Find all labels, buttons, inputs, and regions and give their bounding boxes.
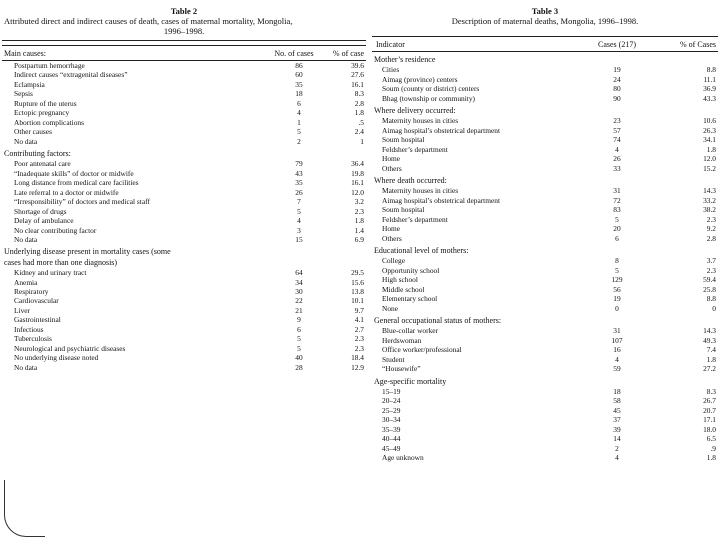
table-3-body [372,52,718,463]
row-label: Late referral to a doctor or midwife [14,187,119,197]
row-cases: 7 [297,197,301,207]
table-row [2,108,366,117]
row-cases: 5 [615,214,619,224]
row-cases: 64 [295,268,303,278]
table-row [372,84,718,93]
row-percent: 12.9 [351,362,364,372]
row-cases: 30 [295,286,303,296]
row-cases: 6 [297,324,301,334]
row-cases: 20 [613,224,621,234]
column-header-percent: % of Cases [680,40,716,49]
row-percent: .9 [710,443,716,453]
row-cases: 129 [611,275,623,285]
table-row [2,315,366,324]
table-row [372,304,718,313]
row-cases: 6 [615,233,619,243]
row-label: No underlying disease noted [14,353,99,363]
row-label: No data [14,362,38,372]
table-row [2,80,366,89]
table-row [372,234,718,243]
row-label: Ectopic pregnancy [14,108,70,118]
row-percent: 12.0 [351,187,364,197]
column-header-cases: Cases (217) [598,40,636,49]
row-percent: 14.3 [703,326,716,336]
row-cases: 5 [297,127,301,137]
table-row [2,226,366,235]
table-row [2,207,366,216]
row-label: Blue-collar worker [382,326,439,336]
row-percent: 38.2 [703,205,716,215]
table-row [372,415,718,424]
row-percent: 17.1 [703,415,716,425]
row-cases: 28 [295,362,303,372]
row-label: Home [382,224,401,234]
table-row [2,334,366,343]
row-label: No data [14,235,38,244]
row-label: Postpartum hemorrhage [14,61,85,70]
table-row [372,224,718,233]
row-cases: 31 [613,186,621,196]
row-label: Maternity houses in cities [382,186,459,196]
row-label: Bhag (township or community) [382,93,475,103]
table-row [372,196,718,205]
row-percent: 13.8 [351,286,364,296]
row-label: Opportunity school [382,265,440,275]
table-row [372,444,718,453]
table-row [2,278,366,287]
row-percent: 8.3 [706,387,716,397]
row-percent: 2.3 [706,214,716,224]
row-percent: 2.8 [706,233,716,243]
table-row [2,159,366,168]
row-cases: 4 [297,108,301,118]
row-label: “Irresponsibility” of doctors and medical staff [14,197,150,207]
row-percent: .5 [358,117,364,127]
row-percent: 10.6 [703,116,716,126]
table-2 [2,0,366,540]
row-label: Soum (county or district) centers [382,84,480,94]
row-label: Eclampsia [14,79,45,89]
row-cases: 5 [297,206,301,216]
row-cases: 39 [613,424,621,434]
row-cases: 2 [615,443,619,453]
row-percent: 18.4 [351,353,364,363]
row-label: 40–44 [382,434,401,444]
table-row [372,145,718,154]
row-cases: 18 [613,387,621,397]
row-percent: 18.0 [703,424,716,434]
row-percent: 3.2 [354,197,364,207]
table-row [372,326,718,335]
row-cases: 2 [297,136,301,146]
row-percent: 20.7 [703,405,716,415]
table-row [2,118,366,127]
table-row [2,61,366,70]
section-heading: Educational level of mothers: [374,246,469,256]
row-cases: 14 [613,434,621,444]
row-label: Home [382,154,401,164]
row-cases: 4 [615,453,619,463]
row-label: College [382,256,405,266]
section-heading: Where death occurred: [374,176,447,186]
row-label: Aimag (province) centers [382,74,458,84]
row-cases: 24 [613,74,621,84]
row-label: Elementary school [382,294,438,304]
row-percent: 1.8 [706,354,716,364]
row-cases: 23 [613,116,621,126]
row-percent: 7.4 [706,345,716,355]
row-label: “Housewife” [382,364,421,374]
row-label: Age unknown [382,453,424,463]
row-percent: 1.8 [354,108,364,118]
row-percent: 3.7 [706,256,716,266]
table-row [372,345,718,354]
table-2-title-line2: 1996–1998. [163,26,205,36]
row-percent: 1.8 [706,453,716,463]
row-percent: 14.3 [703,186,716,196]
row-cases: 31 [613,326,621,336]
row-percent: 12.0 [703,154,716,164]
table-3 [372,0,718,540]
row-cases: 4 [615,354,619,364]
table-row [372,364,718,373]
row-label: Feldsher’s department [382,214,448,224]
row-percent: 2.4 [354,127,364,137]
row-label: Cardiovascular [14,296,59,306]
table-row [372,65,718,74]
table-3-header [372,37,718,51]
table-row [2,344,366,353]
table-row [372,294,718,303]
table-3-number: Table 3 [531,6,559,16]
row-percent: 27.6 [351,70,364,80]
row-percent: 1.8 [706,144,716,154]
row-percent: 1.8 [354,216,364,226]
table-row [372,275,718,284]
table-row [2,353,366,362]
row-cases: 16 [613,345,621,355]
row-label: Maternity houses in cities [382,116,459,126]
row-cases: 15 [295,235,303,244]
row-percent: 8.3 [354,89,364,99]
row-percent: 6.5 [706,434,716,444]
table-row [2,89,366,98]
row-percent: 9.7 [354,305,364,315]
table-row [372,336,718,345]
table-row [372,266,718,275]
row-percent: 16.1 [351,79,364,89]
row-label: Poor antenatal care [14,159,71,169]
row-label: Other causes [14,127,52,137]
row-percent: 25.8 [703,284,716,294]
row-cases: 0 [615,303,619,313]
column-header-label: Main causes: [4,49,46,58]
row-percent: 27.2 [703,364,716,374]
row-cases: 26 [613,154,621,164]
row-cases: 9 [297,315,301,325]
row-cases: 6 [297,98,301,108]
column-header-indicator: Indicator [376,40,405,49]
row-cases: 79 [295,159,303,169]
column-header-cases: No. of cases [274,49,314,58]
row-label: Gastrointestinal [14,315,61,325]
row-label: Delay of ambulance [14,216,74,226]
table-row [372,126,718,135]
row-percent: 15.2 [703,163,716,173]
row-cases: 90 [613,93,621,103]
row-label: Soum hospital [382,135,425,145]
row-label: Rupture of the uterus [14,98,77,108]
row-cases: 34 [295,277,303,287]
row-cases: 19 [613,65,621,75]
table-row [372,355,718,364]
row-label: Kidney and urinary tract [14,268,87,278]
row-percent: 4.1 [354,315,364,325]
table-row [372,116,718,125]
table-row [2,325,366,334]
section-heading: Where delivery occurred: [374,106,456,116]
row-label: 35–39 [382,424,401,434]
table-row [2,188,366,197]
table-row [2,70,366,79]
table-row [372,396,718,405]
table-row [2,216,366,225]
row-label: Sepsis [14,89,33,99]
row-label: Long distance from medical care facilities [14,178,139,188]
row-label: Abortion complications [14,117,84,127]
table-row [372,425,718,434]
table-row [372,94,718,103]
table-row [2,137,366,146]
table-2-number: Table 2 [170,6,198,16]
row-label: Cities [382,65,400,75]
table-row [2,268,366,277]
table-row [372,186,718,195]
row-cases: 4 [615,144,619,154]
table-row [2,169,366,178]
row-label: Indirect causes “extragenital diseases” [14,70,128,80]
row-percent: 0 [712,303,716,313]
row-cases: 72 [613,195,621,205]
row-percent: 36.4 [351,159,364,169]
row-cases: 37 [613,415,621,425]
table-row [372,135,718,144]
row-cases: 80 [613,84,621,94]
row-label: Student [382,354,405,364]
row-label: Liver [14,305,31,315]
table-row [2,197,366,206]
row-label: Herdswoman [382,335,422,345]
row-cases: 26 [295,187,303,197]
table-row [372,406,718,415]
row-cases: 45 [613,405,621,415]
row-percent: 2.3 [706,265,716,275]
row-label: Office worker/professional [382,345,462,355]
table-row [2,287,366,296]
row-cases: 59 [613,364,621,374]
row-label: Infectious [14,324,44,334]
row-label: Soum hospital [382,205,425,215]
row-percent: 33.2 [703,195,716,205]
section-heading: General occupational status of mothers: [374,316,502,326]
row-cases: 35 [295,178,303,188]
row-percent: 49.3 [703,335,716,345]
table-row [372,453,718,462]
row-cases: 18 [295,89,303,99]
row-percent: 36.9 [703,84,716,94]
row-percent: 11.1 [703,74,716,84]
table-row [372,215,718,224]
row-cases: 74 [613,135,621,145]
row-label: No clear contributing factor [14,225,97,235]
row-cases: 5 [297,334,301,344]
row-cases: 43 [295,168,303,178]
row-label: Respiratory [14,286,49,296]
table-row [372,434,718,443]
row-label: None [382,303,399,313]
row-label: Neurological and psychiatric diseases [14,343,126,353]
row-cases: 107 [611,335,623,345]
table-row [372,256,718,265]
row-cases: 40 [295,353,303,363]
row-percent: 2.8 [354,98,364,108]
row-label: 30–34 [382,415,401,425]
row-percent: 26.3 [703,125,716,135]
table-row [372,75,718,84]
row-label: Feldsher’s department [382,144,448,154]
row-cases: 22 [295,296,303,306]
row-label: Others [382,233,402,243]
row-label: 20–24 [382,396,401,406]
section-heading: Contributing factors: [4,149,71,159]
section-heading: Underlying disease present in mortality cases (some [4,247,171,257]
table-2-title: Attributed direct and indirect causes of death, cases of maternal mortality, Mongolia, [4,16,293,26]
table-row [372,154,718,163]
row-cases: 3 [297,225,301,235]
table-row [372,164,718,173]
row-cases: 1 [297,117,301,127]
column-header-percent: % of case [332,49,364,58]
row-label: Aimag hospital’s obstetrical department [382,125,501,135]
table-3-title: Description of maternal deaths, Mongolia, 1996–1998. [451,16,639,26]
row-label: Anemia [14,277,38,287]
table-row [2,235,366,244]
section-heading: Age-specific mortality [374,376,447,386]
row-percent: 6.9 [354,235,364,244]
section-heading-continued: cases had more than one diagnosis) [4,257,118,267]
table-2-body [2,61,366,372]
row-label: “Inadequate skills” of doctor or midwife [14,168,134,178]
table-row [2,99,366,108]
row-label: 25–29 [382,405,401,415]
row-cases: 21 [295,305,303,315]
row-percent: 43.3 [703,93,716,103]
row-cases: 60 [295,70,303,80]
row-label: Shortage of drugs [14,206,67,216]
row-cases: 83 [613,205,621,215]
row-percent: 2.3 [354,343,364,353]
row-cases: 86 [295,61,303,70]
row-percent: 19.8 [351,168,364,178]
row-cases: 56 [613,284,621,294]
row-cases: 8 [615,256,619,266]
table-row [2,127,366,136]
row-cases: 58 [613,396,621,406]
table-row [2,296,366,305]
row-percent: 2.3 [354,206,364,216]
row-label: High school [382,275,418,285]
table-2-header [2,46,366,60]
table-row [372,285,718,294]
row-percent: 15.6 [351,277,364,287]
table-row [2,363,366,372]
row-percent: 29.5 [351,268,364,278]
row-percent: 1.4 [354,225,364,235]
row-percent: 2.7 [354,324,364,334]
row-percent: 59.4 [703,275,716,285]
row-percent: 10.1 [351,296,364,306]
row-label: Aimag hospital’s obstetrical department [382,195,501,205]
row-cases: 5 [615,265,619,275]
row-cases: 5 [297,343,301,353]
row-label: Middle school [382,284,425,294]
row-cases: 19 [613,294,621,304]
row-label: Others [382,163,402,173]
table-row [372,205,718,214]
row-label: 45–49 [382,443,401,453]
row-percent: 26.7 [703,396,716,406]
row-percent: 39.6 [351,61,364,70]
row-percent: 8.8 [706,65,716,75]
row-label: No data [14,136,38,146]
row-percent: 34.1 [703,135,716,145]
row-percent: 2.3 [354,334,364,344]
row-percent: 9.2 [706,224,716,234]
table-row [372,387,718,396]
row-cases: 4 [297,216,301,226]
row-label: 15–19 [382,387,401,397]
row-cases: 33 [613,163,621,173]
row-cases: 57 [613,125,621,135]
row-percent: 16.1 [351,178,364,188]
row-cases: 35 [295,79,303,89]
table-row [2,178,366,187]
row-percent: 8.8 [706,294,716,304]
row-percent: 1 [360,136,364,146]
row-label: Tuberculosis [14,334,52,344]
table-row [2,306,366,315]
section-heading: Mother’s residence [374,55,436,64]
